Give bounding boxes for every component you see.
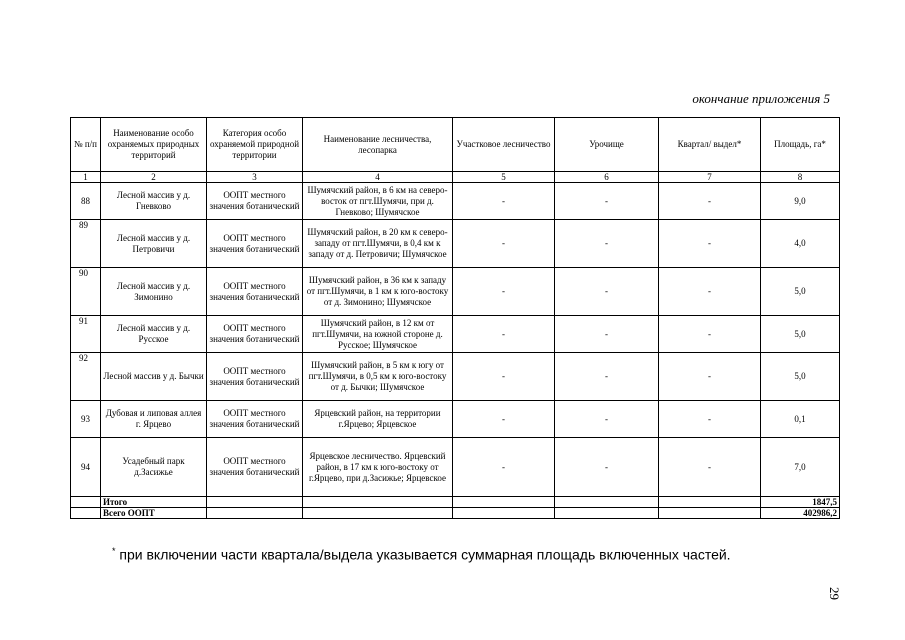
district-forestry: - [453,353,555,401]
tract: - [555,316,659,353]
area-hectares: 9,0 [761,183,840,220]
row-number: 89 [71,220,101,268]
forestry-name: Ярцевское лесничество. Ярцевский район, в 17 км к юго-востоку от г.Ярцево, при д.Засижье; Ярцевское [303,438,453,497]
footnote-text: при включении части квартала/выдела указывается суммарная площадь включенных частей. [119,546,731,563]
district-forestry: - [453,220,555,268]
table-row [71,268,840,316]
area-category: ООПТ местного значения ботанический [207,316,303,353]
forestry-name: Шумячский район, в 12 км от пгт.Шумячи, на южной стороне д. Русское; Шумячское [303,316,453,353]
total-value: 1847,5 [761,497,840,508]
area-name: Лесной массив у д. Гневково [101,183,207,220]
row-number: 94 [71,438,101,497]
forestry-name: Шумячский район, в 20 км к северо-западу от пгт.Шумячи, в 0,4 км к западу от д. Петровичи; Шумячское [303,220,453,268]
area-category: ООПТ местного значения ботанический [207,401,303,438]
tract: - [555,438,659,497]
column-number: 7 [659,172,761,183]
header-cell: Участковое лесничество [453,118,555,172]
district-forestry: - [453,438,555,497]
district-forestry: - [453,316,555,353]
area-hectares: 5,0 [761,353,840,401]
column-number: 3 [207,172,303,183]
page-number: 29 [827,587,842,600]
table-header-row [71,118,840,172]
forestry-name: Шумячский район, в 5 км к югу от пгт.Шумячи, в 0,5 км к юго-востоку от д. Бычки; Шумячское [303,353,453,401]
area-category: ООПТ местного значения ботанический [207,438,303,497]
header-cell: Площадь, га* [761,118,840,172]
grand-total-value: 402986,2 [761,508,840,519]
area-name: Усадебный парк д.Засижье [101,438,207,497]
header-cell: Урочище [555,118,659,172]
district-forestry: - [453,183,555,220]
column-number: 2 [101,172,207,183]
column-number: 6 [555,172,659,183]
column-number-row [71,172,840,183]
area-name: Дубовая и липовая аллея г. Ярцево [101,401,207,438]
table-row [71,353,840,401]
area-category: ООПТ местного значения ботанический [207,268,303,316]
table-row [71,438,840,497]
area-hectares: 7,0 [761,438,840,497]
area-name: Лесной массив у д. Бычки [101,353,207,401]
protected-areas-table [70,117,840,519]
header-cell: Наименование особо охраняемых природных территорий [101,118,207,172]
district-forestry: - [453,268,555,316]
row-number: 93 [71,401,101,438]
area-category: ООПТ местного значения ботанический [207,183,303,220]
column-number: 1 [71,172,101,183]
column-number: 5 [453,172,555,183]
tract: - [555,268,659,316]
row-number: 92 [71,353,101,401]
tract: - [555,183,659,220]
total-label: Итого [101,497,207,508]
quarter: - [659,220,761,268]
quarter: - [659,316,761,353]
row-number: 90 [71,268,101,316]
tract: - [555,353,659,401]
table-row [71,220,840,268]
area-name: Лесной массив у д. Петровичи [101,220,207,268]
column-number: 4 [303,172,453,183]
footnote-mark: * [112,546,116,556]
appendix-caption: окончание приложения 5 [692,91,830,106]
tract: - [555,220,659,268]
row-number: 88 [71,183,101,220]
area-hectares: 5,0 [761,268,840,316]
quarter: - [659,438,761,497]
table-row [71,316,840,353]
footnote [112,546,731,563]
grand-total-row [71,508,840,519]
area-hectares: 4,0 [761,220,840,268]
area-hectares: 5,0 [761,316,840,353]
quarter: - [659,268,761,316]
quarter: - [659,183,761,220]
column-number: 8 [761,172,840,183]
table-row [71,401,840,438]
row-number: 91 [71,316,101,353]
area-name: Лесной массив у д. Русское [101,316,207,353]
tract: - [555,401,659,438]
header-cell: Квартал/ выдел* [659,118,761,172]
quarter: - [659,401,761,438]
area-category: ООПТ местного значения ботанический [207,353,303,401]
area-hectares: 0,1 [761,401,840,438]
header-cell: Наименование лесничества, лесопарка [303,118,453,172]
area-category: ООПТ местного значения ботанический [207,220,303,268]
header-cell: Категория особо охраняемой природной территории [207,118,303,172]
area-name: Лесной массив у д. Зимонино [101,268,207,316]
total-row [71,497,840,508]
forestry-name: Шумячский район, в 6 км на северо-восток от пгт.Шумячи, при д. Гневково; Шумячское [303,183,453,220]
forestry-name: Ярцевский район, на территории г.Ярцево; Ярцевское [303,401,453,438]
district-forestry: - [453,401,555,438]
forestry-name: Шумячский район, в 36 км к западу от пгт.Шумячи, в 1 км к юго-востоку от д. Зимонино; Шумячское [303,268,453,316]
header-cell: № п/п [71,118,101,172]
table-row [71,183,840,220]
grand-total-label: Всего ООПТ [101,508,207,519]
quarter: - [659,353,761,401]
